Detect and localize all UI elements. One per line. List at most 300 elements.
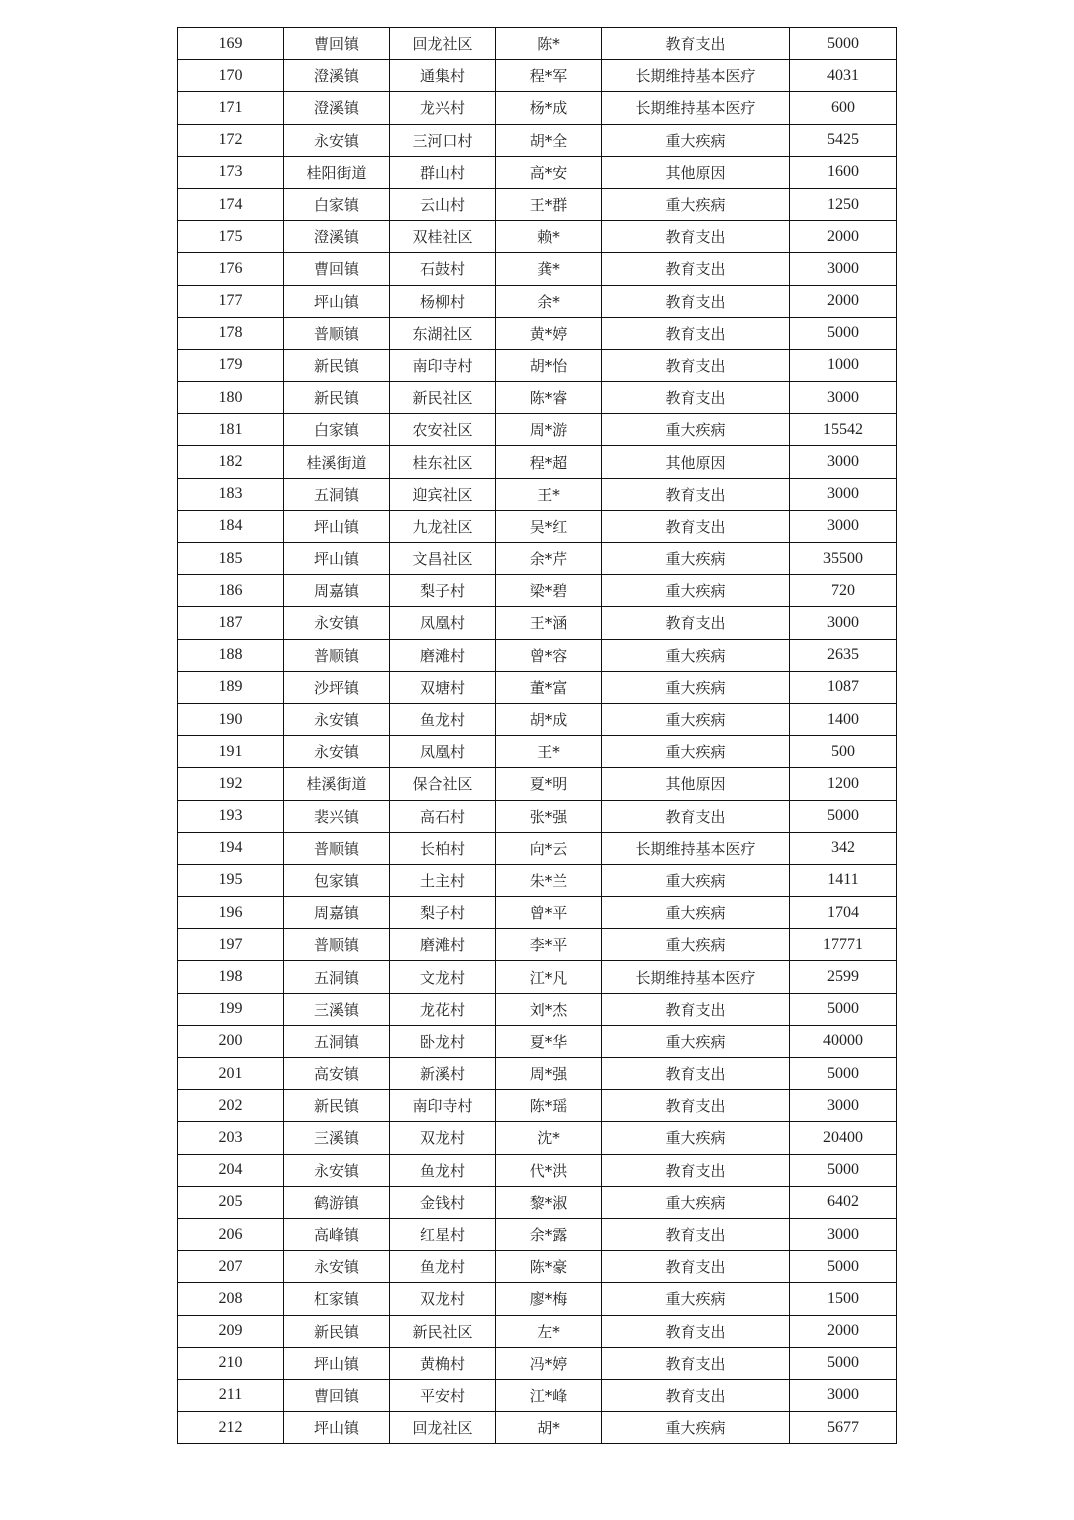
cell-reason: 教育支出	[602, 28, 790, 60]
table-body	[178, 28, 897, 1444]
cell-reason: 重大疾病	[602, 929, 790, 961]
cell-person-name: 周*游	[496, 414, 602, 446]
cell-amount: 1087	[790, 671, 897, 703]
cell-town: 白家镇	[284, 188, 390, 220]
cell-town: 曹回镇	[284, 1379, 390, 1411]
cell-village: 平安村	[390, 1379, 496, 1411]
cell-row-number: 178	[178, 317, 284, 349]
cell-row-number: 172	[178, 124, 284, 156]
cell-reason: 其他原因	[602, 446, 790, 478]
cell-reason: 长期维持基本医疗	[602, 92, 790, 124]
cell-row-number: 177	[178, 285, 284, 317]
cell-town: 坪山镇	[284, 510, 390, 542]
cell-row-number: 180	[178, 382, 284, 414]
cell-reason: 教育支出	[602, 993, 790, 1025]
cell-row-number: 187	[178, 607, 284, 639]
cell-amount: 2599	[790, 961, 897, 993]
cell-village: 龙花村	[390, 993, 496, 1025]
cell-person-name: 陈*	[496, 28, 602, 60]
cell-amount: 15542	[790, 414, 897, 446]
cell-village: 梨子村	[390, 575, 496, 607]
table-row	[178, 1347, 897, 1379]
table-row	[178, 1186, 897, 1218]
cell-row-number: 198	[178, 961, 284, 993]
table-row	[178, 28, 897, 60]
cell-town: 桂阳街道	[284, 156, 390, 188]
table-row	[178, 1315, 897, 1347]
cell-village: 鱼龙村	[390, 703, 496, 735]
cell-town: 三溪镇	[284, 1122, 390, 1154]
cell-reason: 其他原因	[602, 156, 790, 188]
cell-person-name: 胡*成	[496, 703, 602, 735]
cell-village: 双龙村	[390, 1122, 496, 1154]
cell-reason: 重大疾病	[602, 703, 790, 735]
cell-reason: 教育支出	[602, 607, 790, 639]
cell-reason: 教育支出	[602, 1251, 790, 1283]
cell-village: 杨柳村	[390, 285, 496, 317]
cell-amount: 342	[790, 832, 897, 864]
cell-town: 曹回镇	[284, 28, 390, 60]
cell-town: 坪山镇	[284, 543, 390, 575]
cell-town: 高峰镇	[284, 1218, 390, 1250]
table-row	[178, 1412, 897, 1444]
cell-village: 长柏村	[390, 832, 496, 864]
table-row	[178, 510, 897, 542]
cell-row-number: 192	[178, 768, 284, 800]
cell-amount: 5000	[790, 993, 897, 1025]
cell-person-name: 余*露	[496, 1218, 602, 1250]
cell-person-name: 曾*平	[496, 897, 602, 929]
cell-person-name: 廖*梅	[496, 1283, 602, 1315]
cell-reason: 重大疾病	[602, 671, 790, 703]
cell-person-name: 余*	[496, 285, 602, 317]
table-row	[178, 703, 897, 735]
cell-village: 金钱村	[390, 1186, 496, 1218]
cell-village: 磨滩村	[390, 929, 496, 961]
cell-village: 卧龙村	[390, 1025, 496, 1057]
cell-town: 新民镇	[284, 382, 390, 414]
cell-person-name: 陈*瑶	[496, 1090, 602, 1122]
cell-reason: 教育支出	[602, 478, 790, 510]
cell-person-name: 王*涵	[496, 607, 602, 639]
cell-amount: 5425	[790, 124, 897, 156]
cell-village: 东湖社区	[390, 317, 496, 349]
cell-row-number: 179	[178, 349, 284, 381]
table-row	[178, 1379, 897, 1411]
cell-reason: 重大疾病	[602, 414, 790, 446]
cell-village: 土主村	[390, 864, 496, 896]
cell-village: 鱼龙村	[390, 1154, 496, 1186]
cell-amount: 1500	[790, 1283, 897, 1315]
table-row	[178, 253, 897, 285]
cell-town: 永安镇	[284, 703, 390, 735]
cell-row-number: 183	[178, 478, 284, 510]
cell-amount: 3000	[790, 446, 897, 478]
cell-town: 沙坪镇	[284, 671, 390, 703]
cell-person-name: 黄*婷	[496, 317, 602, 349]
cell-town: 三溪镇	[284, 993, 390, 1025]
cell-person-name: 高*安	[496, 156, 602, 188]
cell-reason: 长期维持基本医疗	[602, 832, 790, 864]
cell-village: 梨子村	[390, 897, 496, 929]
cell-village: 黄桷村	[390, 1347, 496, 1379]
cell-person-name: 程*军	[496, 60, 602, 92]
cell-town: 五洞镇	[284, 478, 390, 510]
cell-row-number: 211	[178, 1379, 284, 1411]
cell-row-number: 201	[178, 1058, 284, 1090]
cell-village: 凤凰村	[390, 607, 496, 639]
cell-row-number: 212	[178, 1412, 284, 1444]
cell-amount: 600	[790, 92, 897, 124]
cell-row-number: 205	[178, 1186, 284, 1218]
cell-row-number: 189	[178, 671, 284, 703]
cell-reason: 教育支出	[602, 285, 790, 317]
cell-town: 永安镇	[284, 607, 390, 639]
table-row	[178, 575, 897, 607]
cell-reason: 教育支出	[602, 382, 790, 414]
cell-person-name: 陈*豪	[496, 1251, 602, 1283]
cell-row-number: 175	[178, 221, 284, 253]
cell-amount: 17771	[790, 929, 897, 961]
cell-reason: 教育支出	[602, 1379, 790, 1411]
cell-person-name: 沈*	[496, 1122, 602, 1154]
cell-row-number: 171	[178, 92, 284, 124]
cell-town: 白家镇	[284, 414, 390, 446]
cell-person-name: 夏*明	[496, 768, 602, 800]
cell-amount: 3000	[790, 510, 897, 542]
cell-town: 澄溪镇	[284, 60, 390, 92]
table-row	[178, 1025, 897, 1057]
cell-person-name: 胡*怡	[496, 349, 602, 381]
table-row	[178, 639, 897, 671]
cell-person-name: 赖*	[496, 221, 602, 253]
cell-row-number: 176	[178, 253, 284, 285]
cell-amount: 1250	[790, 188, 897, 220]
table-row	[178, 1090, 897, 1122]
cell-row-number: 197	[178, 929, 284, 961]
cell-reason: 教育支出	[602, 253, 790, 285]
cell-row-number: 204	[178, 1154, 284, 1186]
cell-amount: 2000	[790, 221, 897, 253]
cell-village: 三河口村	[390, 124, 496, 156]
cell-village: 南印寺村	[390, 349, 496, 381]
cell-person-name: 左*	[496, 1315, 602, 1347]
cell-town: 坪山镇	[284, 285, 390, 317]
cell-village: 九龙社区	[390, 510, 496, 542]
cell-reason: 其他原因	[602, 768, 790, 800]
cell-town: 新民镇	[284, 349, 390, 381]
cell-amount: 1000	[790, 349, 897, 381]
cell-reason: 重大疾病	[602, 1283, 790, 1315]
cell-town: 永安镇	[284, 736, 390, 768]
cell-town: 普顺镇	[284, 639, 390, 671]
cell-amount: 3000	[790, 382, 897, 414]
cell-town: 五洞镇	[284, 961, 390, 993]
cell-amount: 3000	[790, 478, 897, 510]
table-row	[178, 864, 897, 896]
cell-person-name: 张*强	[496, 800, 602, 832]
cell-village: 新民社区	[390, 382, 496, 414]
cell-row-number: 191	[178, 736, 284, 768]
cell-reason: 重大疾病	[602, 1025, 790, 1057]
cell-reason: 重大疾病	[602, 1122, 790, 1154]
cell-row-number: 169	[178, 28, 284, 60]
cell-amount: 3000	[790, 253, 897, 285]
cell-reason: 教育支出	[602, 800, 790, 832]
cell-reason: 教育支出	[602, 317, 790, 349]
table-row	[178, 800, 897, 832]
cell-amount: 5000	[790, 1058, 897, 1090]
cell-row-number: 184	[178, 510, 284, 542]
table-row	[178, 60, 897, 92]
cell-town: 永安镇	[284, 124, 390, 156]
cell-village: 桂东社区	[390, 446, 496, 478]
cell-town: 永安镇	[284, 1251, 390, 1283]
cell-town: 新民镇	[284, 1090, 390, 1122]
cell-amount: 4031	[790, 60, 897, 92]
cell-reason: 重大疾病	[602, 124, 790, 156]
cell-row-number: 200	[178, 1025, 284, 1057]
table-row	[178, 929, 897, 961]
cell-reason: 教育支出	[602, 1218, 790, 1250]
cell-amount: 40000	[790, 1025, 897, 1057]
cell-person-name: 王*	[496, 736, 602, 768]
cell-reason: 长期维持基本医疗	[602, 60, 790, 92]
table-row	[178, 446, 897, 478]
cell-row-number: 195	[178, 864, 284, 896]
cell-amount: 720	[790, 575, 897, 607]
cell-amount: 1704	[790, 897, 897, 929]
cell-village: 红星村	[390, 1218, 496, 1250]
cell-person-name: 吴*红	[496, 510, 602, 542]
cell-village: 双龙村	[390, 1283, 496, 1315]
cell-person-name: 江*峰	[496, 1379, 602, 1411]
cell-row-number: 188	[178, 639, 284, 671]
cell-amount: 3000	[790, 607, 897, 639]
cell-amount: 1600	[790, 156, 897, 188]
cell-town: 澄溪镇	[284, 92, 390, 124]
cell-town: 普顺镇	[284, 929, 390, 961]
cell-village: 新溪村	[390, 1058, 496, 1090]
cell-amount: 5000	[790, 1347, 897, 1379]
cell-person-name: 胡*全	[496, 124, 602, 156]
cell-town: 裴兴镇	[284, 800, 390, 832]
cell-row-number: 182	[178, 446, 284, 478]
cell-row-number: 186	[178, 575, 284, 607]
cell-amount: 2000	[790, 285, 897, 317]
cell-amount: 2635	[790, 639, 897, 671]
cell-amount: 500	[790, 736, 897, 768]
cell-village: 通集村	[390, 60, 496, 92]
table-row	[178, 1154, 897, 1186]
cell-person-name: 陈*睿	[496, 382, 602, 414]
cell-town: 坪山镇	[284, 1412, 390, 1444]
assistance-table	[177, 27, 897, 1444]
cell-reason: 重大疾病	[602, 188, 790, 220]
cell-reason: 教育支出	[602, 1315, 790, 1347]
cell-town: 包家镇	[284, 864, 390, 896]
cell-row-number: 194	[178, 832, 284, 864]
cell-person-name: 刘*杰	[496, 993, 602, 1025]
table-row	[178, 543, 897, 575]
cell-village: 鱼龙村	[390, 1251, 496, 1283]
table-row	[178, 607, 897, 639]
cell-amount: 1200	[790, 768, 897, 800]
cell-person-name: 曾*容	[496, 639, 602, 671]
cell-amount: 5000	[790, 28, 897, 60]
table-row	[178, 156, 897, 188]
cell-reason: 教育支出	[602, 1058, 790, 1090]
cell-reason: 重大疾病	[602, 575, 790, 607]
cell-town: 鹤游镇	[284, 1186, 390, 1218]
cell-reason: 教育支出	[602, 349, 790, 381]
cell-town: 桂溪街道	[284, 446, 390, 478]
cell-village: 农安社区	[390, 414, 496, 446]
cell-person-name: 王*	[496, 478, 602, 510]
cell-person-name: 董*富	[496, 671, 602, 703]
table-row	[178, 414, 897, 446]
cell-row-number: 209	[178, 1315, 284, 1347]
cell-town: 周嘉镇	[284, 575, 390, 607]
cell-row-number: 181	[178, 414, 284, 446]
cell-person-name: 向*云	[496, 832, 602, 864]
cell-village: 回龙社区	[390, 1412, 496, 1444]
cell-person-name: 黎*淑	[496, 1186, 602, 1218]
cell-person-name: 代*洪	[496, 1154, 602, 1186]
cell-reason: 教育支出	[602, 510, 790, 542]
cell-town: 桂溪街道	[284, 768, 390, 800]
cell-reason: 教育支出	[602, 1347, 790, 1379]
cell-reason: 教育支出	[602, 1154, 790, 1186]
table-row	[178, 92, 897, 124]
cell-amount: 1400	[790, 703, 897, 735]
table-row	[178, 1058, 897, 1090]
table-row	[178, 993, 897, 1025]
cell-person-name: 江*凡	[496, 961, 602, 993]
table-row	[178, 832, 897, 864]
table-row	[178, 1251, 897, 1283]
table-row	[178, 736, 897, 768]
cell-reason: 重大疾病	[602, 897, 790, 929]
cell-town: 杠家镇	[284, 1283, 390, 1315]
cell-row-number: 206	[178, 1218, 284, 1250]
cell-town: 新民镇	[284, 1315, 390, 1347]
table-row	[178, 285, 897, 317]
table-row	[178, 1283, 897, 1315]
table-row	[178, 1218, 897, 1250]
cell-row-number: 173	[178, 156, 284, 188]
table-row	[178, 961, 897, 993]
cell-row-number: 170	[178, 60, 284, 92]
cell-village: 新民社区	[390, 1315, 496, 1347]
cell-town: 周嘉镇	[284, 897, 390, 929]
cell-person-name: 程*超	[496, 446, 602, 478]
cell-village: 高石村	[390, 800, 496, 832]
cell-town: 普顺镇	[284, 317, 390, 349]
cell-amount: 6402	[790, 1186, 897, 1218]
cell-reason: 重大疾病	[602, 1186, 790, 1218]
cell-village: 石鼓村	[390, 253, 496, 285]
cell-person-name: 周*强	[496, 1058, 602, 1090]
cell-row-number: 199	[178, 993, 284, 1025]
cell-village: 双桂社区	[390, 221, 496, 253]
cell-reason: 重大疾病	[602, 736, 790, 768]
cell-amount: 35500	[790, 543, 897, 575]
cell-amount: 5000	[790, 800, 897, 832]
table-row	[178, 317, 897, 349]
cell-person-name: 梁*碧	[496, 575, 602, 607]
table-row	[178, 188, 897, 220]
cell-person-name: 杨*成	[496, 92, 602, 124]
cell-row-number: 196	[178, 897, 284, 929]
cell-reason: 重大疾病	[602, 543, 790, 575]
cell-reason: 教育支出	[602, 221, 790, 253]
table-row	[178, 221, 897, 253]
cell-town: 普顺镇	[284, 832, 390, 864]
table-row	[178, 382, 897, 414]
cell-village: 南印寺村	[390, 1090, 496, 1122]
cell-row-number: 174	[178, 188, 284, 220]
cell-amount: 5000	[790, 1251, 897, 1283]
cell-amount: 5000	[790, 317, 897, 349]
cell-amount: 3000	[790, 1218, 897, 1250]
cell-amount: 5000	[790, 1154, 897, 1186]
cell-town: 五洞镇	[284, 1025, 390, 1057]
cell-reason: 长期维持基本医疗	[602, 961, 790, 993]
table-row	[178, 671, 897, 703]
cell-amount: 3000	[790, 1090, 897, 1122]
cell-town: 永安镇	[284, 1154, 390, 1186]
table-row	[178, 478, 897, 510]
table-row	[178, 897, 897, 929]
cell-row-number: 202	[178, 1090, 284, 1122]
cell-village: 回龙社区	[390, 28, 496, 60]
cell-row-number: 210	[178, 1347, 284, 1379]
cell-person-name: 胡*	[496, 1412, 602, 1444]
cell-amount: 20400	[790, 1122, 897, 1154]
cell-town: 澄溪镇	[284, 221, 390, 253]
cell-village: 迎宾社区	[390, 478, 496, 510]
table-row	[178, 1122, 897, 1154]
cell-village: 文昌社区	[390, 543, 496, 575]
cell-row-number: 185	[178, 543, 284, 575]
cell-town: 坪山镇	[284, 1347, 390, 1379]
cell-reason: 重大疾病	[602, 1412, 790, 1444]
cell-village: 磨滩村	[390, 639, 496, 671]
table-row	[178, 349, 897, 381]
cell-amount: 2000	[790, 1315, 897, 1347]
cell-person-name: 冯*婷	[496, 1347, 602, 1379]
cell-village: 双塘村	[390, 671, 496, 703]
cell-town: 曹回镇	[284, 253, 390, 285]
cell-person-name: 李*平	[496, 929, 602, 961]
cell-village: 保合社区	[390, 768, 496, 800]
cell-person-name: 王*群	[496, 188, 602, 220]
cell-row-number: 190	[178, 703, 284, 735]
cell-row-number: 193	[178, 800, 284, 832]
cell-person-name: 余*芹	[496, 543, 602, 575]
cell-town: 高安镇	[284, 1058, 390, 1090]
cell-person-name: 龚*	[496, 253, 602, 285]
cell-row-number: 203	[178, 1122, 284, 1154]
cell-person-name: 朱*兰	[496, 864, 602, 896]
table-row	[178, 768, 897, 800]
cell-village: 群山村	[390, 156, 496, 188]
cell-village: 云山村	[390, 188, 496, 220]
cell-reason: 重大疾病	[602, 864, 790, 896]
cell-row-number: 207	[178, 1251, 284, 1283]
cell-village: 文龙村	[390, 961, 496, 993]
